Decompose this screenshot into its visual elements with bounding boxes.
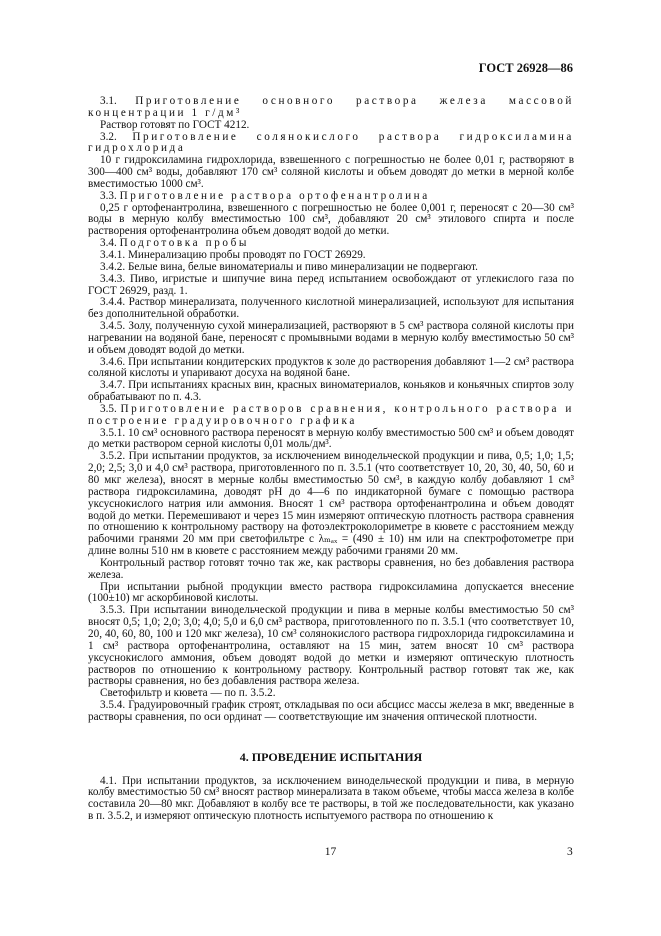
section-title: Приготовление основного раствора железа массовой концентрации 1 г/дм³: [88, 95, 574, 119]
paragraph: 3.4.2. Белые вина, белые виноматериалы и пиво минерализации не подвергают.: [100, 260, 478, 273]
page-number: 17: [324, 846, 337, 858]
section-number: 3.5.: [100, 402, 117, 415]
document-body: [88, 96, 574, 823]
paragraph: 4.1. При испытании продуктов, за исключением винодельческой продукции и пива, в мерную колбу вместимостью 50 см³ вносят раствор минерализата в таком объеме, чтобы масса железа в колбе составила 20—80 мкг. Добавляют в колбу все те растворы, в той же последовательности, как указано в п. 3.5.2, и измеряют оптическую плотность испытуемого раствора по отношению к: [88, 774, 574, 823]
paragraph: 3.4.6. При испытании кондитерских продуктов к золе до растворения добавляют 1—2 см³ раствора соляной кислоты и упаривают досуха на водяной бане.: [88, 355, 574, 380]
document-header: ГОСТ 26928—86: [478, 61, 573, 75]
paragraph: 3.5.2. При испытании продуктов, за исключением винодельческой продукции и пива, 0,5; 1,0; 1,5; 2,0; 2,5; 3,0 и 4,0 см³ раствора, приготовленного по п. 3.5.1 (что соответствует 10, 20, 30, 40, 50, 60 и 80 мкг железа), вносят в мерные колбы вместимостью 50 см³, в каждую колбу добавляют 1 см³ раствора гидроксиламина, доводят pH до 4—6 по индикаторной бумаге с помощью раствора уксуснокислого натрия или аммония. Вносят 1 см³ раствора ортофенантролина и объем доводят водой до метки. Перемешивают и через 15 мин измеряют оптическую плотность раствора сравнения по отношению к контрольному раствору на фотоэлектроколориметре в кювете с расстоянием между рабочими гранями 20 мм при светофильтре с λₘₐₓ = (490 ± 10) нм или на спектрофотометре при длине волны 510 нм в кювете с расстоянием между рабочими гранями 20 мм.: [88, 450, 574, 558]
section-title: Подготовка пробы: [119, 237, 250, 250]
section-heading: [88, 96, 574, 120]
paragraph: 3.4.1. Минерализацию пробы проводят по ГОСТ 26929.: [100, 248, 366, 261]
section-number: 3.1.: [100, 95, 117, 107]
section-title: Приготовление раствора ортофенантролина: [119, 189, 430, 202]
sheet-number: 3: [567, 846, 573, 858]
paragraph: 10 г гидроксиламина гидрохлорида, взвешенного с погрешностью не более 0,01 г, растворяют в 300—400 см³ воды, добавляют 170 см³ соляной кислоты и объем доводят до метки в мерной колбе вместимостью 1000 см³.: [88, 154, 574, 190]
section-heading: [88, 404, 574, 428]
paragraph: 3.5.4. Градуировочный график строят, откладывая по оси абсцисс массы железа в мкг, введенные в растворы сравнения, по оси ординат — соответствующие им значения оптической плотности.: [88, 699, 574, 723]
section-title: Приготовление солянокислого раствора гидроксиламина гидрохлорида: [88, 130, 575, 155]
section-title: Приготовление растворов сравнения, контрольного раствора и построение градуировочного графика: [88, 402, 575, 427]
section-4-heading: 4. ПРОВЕДЕНИЕ ИСПЫТАНИЯ: [239, 749, 423, 764]
section-heading: [88, 191, 574, 203]
section-number: 3.3.: [100, 189, 117, 202]
paragraph: 3.4.3. Пиво, игристые и шипучие вина перед испытанием освобождают от углекислого газа по ГОСТ 26929, разд. 1.: [88, 272, 574, 297]
paragraph: 3.5.1. 10 см³ основного раствора переносят в мерную колбу вместимостью 500 см³ и объем доводят до метки раствором серной кислоты 0,01 моль/дм³.: [88, 426, 574, 451]
paragraph: 3.4.5. Золу, полученную сухой минерализацией, растворяют в 5 см³ раствора соляной кислоты при нагревании на водяной бане, переносят с промывными водами в мерную колбу вместимостью 50 см³ и объем доводят водой до метки.: [88, 320, 574, 356]
section-number: 3.2.: [100, 130, 117, 143]
paragraph: При испытании рыбной продукции вместо раствора гидроксиламина допускается внесение (100±10) мг аскорбиновой кислоты.: [88, 580, 574, 605]
paragraph: Раствор готовят по ГОСТ 4212.: [100, 118, 250, 131]
paragraph: 0,25 г ортофенантролина, взвешенного с погрешностью не более 0,001 г, переносят с 20—30 см³ воды в мерную колбу вместимостью 100 см³, добавляют 20 см³ этилового спирта и после растворения ортофенантролина объем доводят водой до метки.: [88, 201, 574, 238]
section-heading: [88, 132, 574, 156]
paragraph: Контрольный раствор готовят точно так же, как растворы сравнения, но без добавления раствора железа.: [88, 556, 574, 581]
paragraph: 3.5.3. При испытании винодельческой продукции и пива в мерные колбы вместимостью 50 см³ вносят 0,5; 1,0; 2,0; 3,0; 4,0; 5,0 и 6,0 см³ раствора, приготовленного по п. 3.5.1 (что соответствует 10, 20, 40, 60, 80, 100 и 120 мкг железа), 10 см³ солянокислого раствора гидрохлорида гидроксиламина и 1 см³ раствора ортофенантролина, оставляют на 15 мин, затем вносят 10 см³ раствора уксуснокислого аммония, объем доводят водой до метки и измеряют оптическую плотность растворов по отношению к контрольному раствору. Контрольный раствор готовят так же, как растворы сравнения, но без добавления раствора железа.: [88, 604, 574, 688]
paragraph: 3.4.7. При испытаниях красных вин, красных виноматериалов, коньяков и коньячных спиртов золу обрабатывают по п. 4.3.: [88, 379, 574, 404]
paragraph: 3.4.4. Раствор минерализата, полученного кислотной минерализацией, используют для испытания без дополнительной обработки.: [88, 296, 574, 321]
paragraph: Светофильтр и кювета — по п. 3.5.2.: [100, 687, 276, 700]
section-number: 3.4.: [100, 237, 117, 250]
